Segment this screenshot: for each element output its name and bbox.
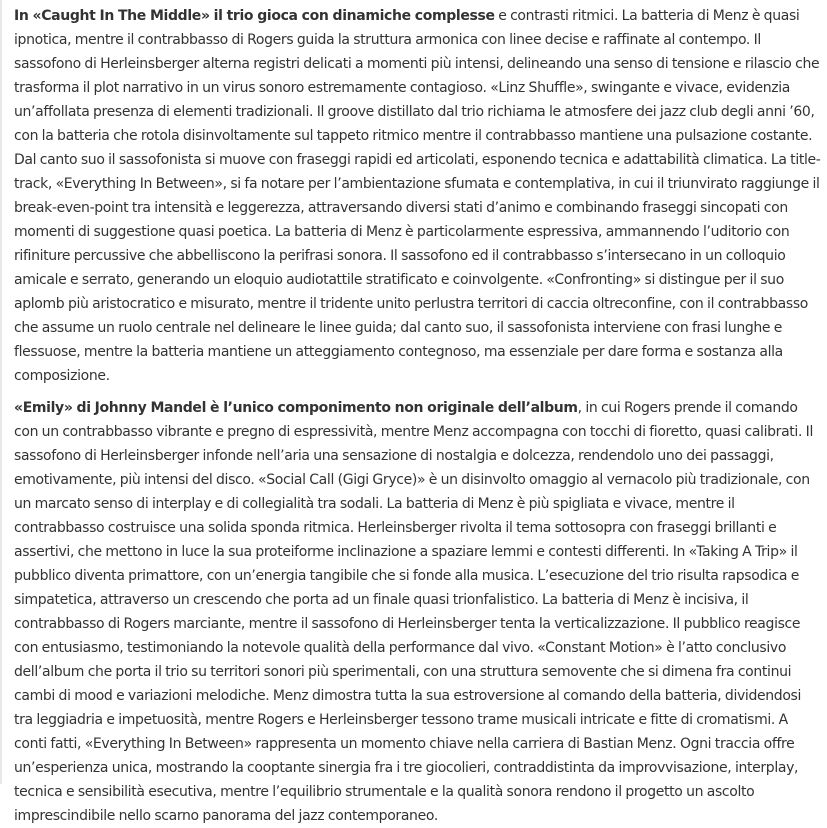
article-paragraph-1 [14, 4, 823, 388]
paragraph-1-text: e contrasti ritmici. La batteria di Menz è quasi ipnotica, mentre il contrabbasso di Rogers guida la struttura armonica con linee decise e raffinate al contempo. Il sassofono di Herleinsberger alterna registri delicati a momenti più intensi, delineando una senso di tensione e rilascio che trasforma il plot narrativo in un virus sonoro estremamente contagioso. «Linz Shuffle», swingante e vivace, evidenzia un’affollata presenza di elementi tradizionali. Il groove distillato dal trio richiama le atmosfere dei jazz club degli anni ’60, con la batteria che rotola disinvoltamente sul tappeto ritmico mentre il contrabbasso mantiene una pulsazione costante. Dal canto suo il sassofonista si muove con fraseggi rapidi ed articolati, esponendo tecnica e adattabilità climatica. La title-track, «Everything In Between», si fa notare per l’ambientazione sfumata e contemplativa, in cui il triunvirato raggiunge il break-even-point tra intensità e leggerezza, attraversando diversi stati d’animo e combinando fraseggi sincopati con momenti di suggestione quasi poetica. La batteria di Menz è particolarmente espressiva, ammannendo l’uditorio con rifiniture percussive che abbelliscono la perifrasi sonora. Il sassofono ed il contrabbasso s’intersecano in un colloquio amicale e serrato, generando un eloquio audiotattile stratificato e coinvolgente. «Confronting» si distingue per il suo aplomb più aristocratico e misurato, mentre il tridente unito perlustra territori di caccia oltreconfine, con il contrabbasso che assume un ruolo centrale nel delineare le linee guida; dal canto suo, il sassofonista interviene con frasi lunghe e flessuose, mentre la batteria mantiene un atteggiamento contegnoso, ma essenziale per dare forma e sostanza alla composizione. [14, 8, 821, 384]
paragraph-2-lead: «Emily» di Johnny Mandel è l’unico componimento non originale dell’album [14, 400, 578, 416]
paragraph-2-text: , in cui Rogers prende il comando con un contrabbasso vibrante e pregno di espressività, mentre Menz accompagna con tocchi di fioretto, quasi calibrati. Il sassofono di Herleinsberger infonde nell’aria una sensazione di nostalgia e dolcezza, rendendolo uno dei passaggi, emotivamente, più intensi del disco. «Social Call (Gigi Gryce)» è un disinvolto omaggio al vernacolo più tradizionale, con un marcato senso di interplay e di collegialità tra sodali. La batteria di Menz è più spigliata e vivace, mentre il contrabbasso costruisce una solida sponda ritmica. Herleinsberger rivolta il tema sottosopra con fraseggi brillanti e assertivi, che mettono in luce la sua proteiforme inclinazione a spaziare lemmi e contesti differenti. In «Taking A Trip» il pubblico diventa primattore, con un’energia tangibile che si fonde alla musica. L’esecuzione del trio risulta rapsodica e simpatetica, attraverso un crescendo che porta ad un finale quasi trionfalistico. La batteria di Menz è incisiva, il contrabbasso di Rogers marciante, mentre il sassofono di Herleinsberger tenta la verticalizzazione. Il pubblico reagisce con entusiasmo, testimoniando la notevole qualità della performance dal vivo. «Constant Motion» è l’atto conclusivo dell’album che porta il trio su territori sonori più sperimentali, con una struttura semovente che si dimena fra continui cambi di mood e variazioni melodiche. Menz dimostra tutta la sua estroversione al comando della batteria, dividendosi tra leggiadria e impetuosità, mentre Rogers e Herleinsberger tessono trame musicali intricate e fitte di cromatismi. A conti fatti, «Everything In Between» rappresenta un momento chiave nella carriera di Bastian Menz. Ogni traccia offre un’esperienza unica, mostrando la cooptante sinergia fra i tre giocolieri, contraddistinta da improvvisazione, interplay, tecnica e sensibilità esecutiva, mentre l’equilibrio strumentale e la qualità sonora rendono il progetto un ascolto imprescindibile nello scarno panorama del jazz contemporaneo. [14, 400, 813, 824]
article-paragraph-2 [14, 396, 823, 828]
paragraph-1-lead: In «Caught In The Middle» il trio gioca con dinamiche complesse [14, 8, 495, 24]
